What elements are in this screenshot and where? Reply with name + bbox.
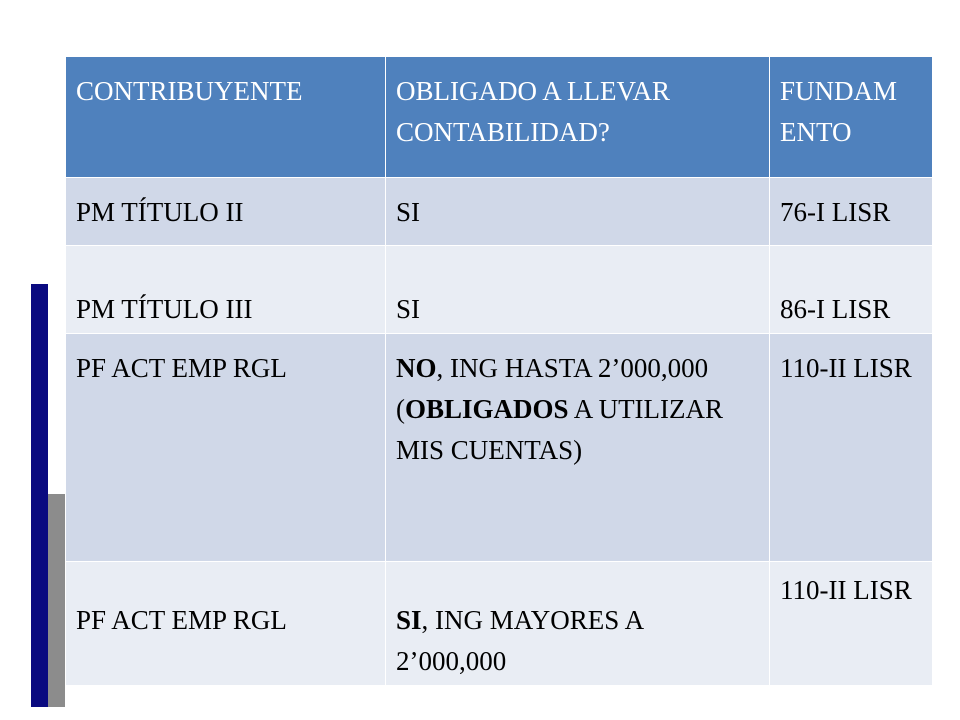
cell-fundamento: 76-I LISR	[770, 178, 933, 246]
contabilidad-table	[65, 56, 933, 686]
header-fundamento: FUNDAM ENTO	[770, 57, 933, 178]
cell-fundamento: 86-I LISR	[770, 246, 933, 334]
obligado-text: , ING HASTA 2’000,000 (	[396, 353, 709, 424]
table-row	[66, 178, 933, 246]
table-row	[66, 334, 933, 562]
table-row	[66, 562, 933, 686]
cell-contribuyente: PF ACT EMP RGL	[66, 334, 386, 562]
obligado-text: A UTILIZAR MIS CUENTAS)	[396, 394, 724, 465]
cell-fundamento: 110-II LISR	[770, 562, 933, 686]
header-obligado: OBLIGADO A LLEVAR CONTABILIDAD?	[386, 57, 770, 178]
cell-obligado: SI	[386, 246, 770, 334]
header-contribuyente: CONTRIBUYENTE	[66, 57, 386, 178]
obligado-emphasis: OBLIGADOS	[405, 394, 569, 424]
cell-fundamento: 110-II LISR	[770, 334, 933, 562]
cell-contribuyente: PM TÍTULO III	[66, 246, 386, 334]
obligado-si: SI	[396, 605, 422, 635]
cell-contribuyente: PF ACT EMP RGL	[66, 562, 386, 686]
cell-obligado	[386, 562, 770, 686]
table-header-row	[66, 57, 933, 178]
cell-obligado	[386, 334, 770, 562]
obligado-text: , ING MAYORES A 2’000,000	[396, 605, 643, 676]
table-row	[66, 246, 933, 334]
obligado-no: NO	[396, 353, 437, 383]
left-accent-bar-gray	[48, 494, 65, 707]
left-accent-bar	[31, 284, 48, 707]
cell-obligado: SI	[386, 178, 770, 246]
cell-contribuyente: PM TÍTULO II	[66, 178, 386, 246]
